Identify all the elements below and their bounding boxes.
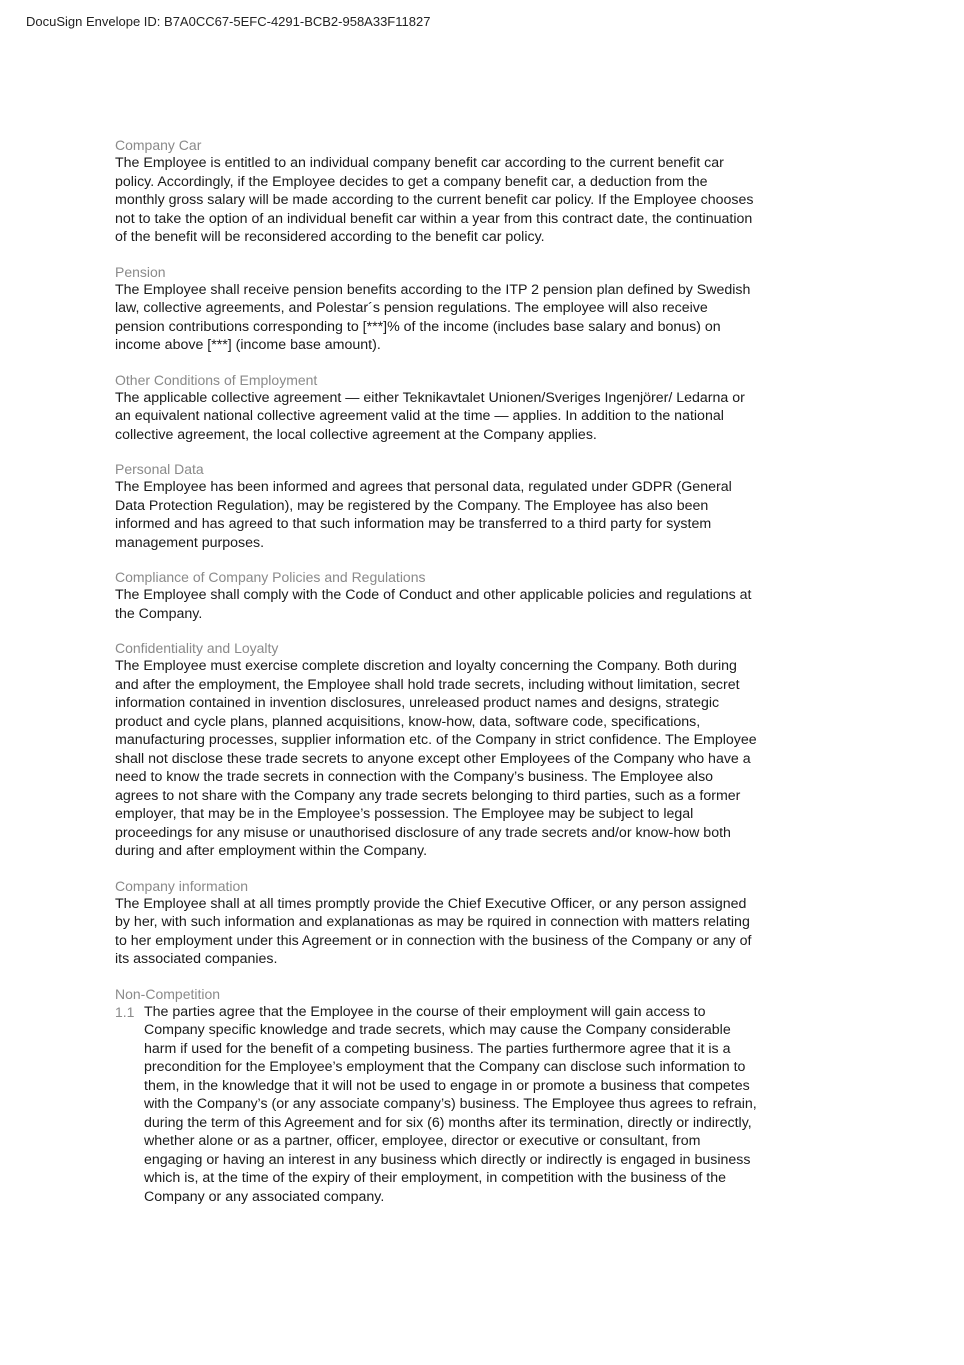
section-compliance xyxy=(115,568,760,623)
section-heading: Non-Competition xyxy=(115,985,221,1002)
section-heading: Personal Data xyxy=(115,461,204,477)
section-other-conditions xyxy=(115,371,760,445)
section-heading: Compliance of Company Policies and Regulations xyxy=(115,569,426,585)
section-paragraph: The Employee shall receive pension benefits according to the ITP 2 pension plan defined by Swedish law, collective agreements, and Polestar´s pension regulations. The employee will also receive pension contributions corresponding to [***]% of the income (includes base salary and bonus) on income above [***] (income base amount). xyxy=(115,281,751,353)
document-body xyxy=(115,136,760,1222)
section-heading: Confidentiality and Loyalty xyxy=(115,640,279,656)
section-heading: Pension xyxy=(115,263,166,280)
section-company-car xyxy=(115,136,760,247)
section-confidentiality xyxy=(115,639,760,861)
section-heading: Other Conditions of Employment xyxy=(115,371,318,388)
section-paragraph: The Employee must exercise complete discretion and loyalty concerning the Company. Both during and after the employment, the Employee shall hold trade secrets, including without limitation, secret information contained in invention disclosures, unreleased product names and designs, strategic product and cycle plans, planned acquisitions, know-how, data, software code, specifications, manufacturing processes, supplier information etc. of the Company in strict confidence. The Employee shall not disclose these trade secrets to anyone except other Employees of the Company who have a need to know the trade secrets in connection with the Company’s business. The Employee also agrees to not share with the Company any trade secrets belonging to third parties, such as a former employer, that may be in the Employee’s possession. The Employee may be subject to legal proceedings for any misuse or unauthorised disclosure of any trade secrets and/or know-how both during and after employment within the Company. xyxy=(115,658,757,859)
section-heading: Company information xyxy=(115,877,249,894)
section-paragraph: The Employee shall comply with the Code of Conduct and other applicable policies and regulations at the Company. xyxy=(115,587,752,622)
section-company-information xyxy=(115,877,760,969)
section-paragraph: The Employee has been informed and agrees that personal data, regulated under GDPR (General Data Protection Regulation), may be registered by the Company. The Employee has also been informed and has agreed to that such information may be transferred to a third party for system management purposes. xyxy=(115,479,732,551)
section-paragraph: The Employee is entitled to an individual company benefit car according to the current benefit car policy. Accordingly, if the Employee decides to get a company benefit car, a deduction from the monthly gross salary will be made according to the current benefit car policy. If the Employee chooses not to take the option of an individual benefit car within a year from this contract date, the continuation of the benefit will be reconsidered according to the benefit car policy. xyxy=(115,155,754,245)
section-personal-data xyxy=(115,460,760,552)
section-non-competition xyxy=(115,985,760,1207)
clause-paragraph: The parties agree that the Employee in the course of their employment will gain access to Company specific knowledge and trade secrets, which may cause the Company considerable harm if used for the benefit of a competing business. The parties furthermore agree that it is a precondition for the Employee’s employment that the Company can disclose such information to them, in the knowledge that it will not be used to engage in or promote a business that competes with the Company’s (or any associate company’s) business. The Employee thus agrees to refrain, during the term of this Agreement and for six (6) months after its termination, directly or indirectly, whether alone or as a partner, officer, employee, director or executive or consultant, from engaging or having an interest in any business which directly or indirectly is engaged in business which is, at the time of the expiry of their employment, in competition with the business of the Company or any associated company. xyxy=(144,1003,757,1205)
numbered-clause xyxy=(115,1003,760,1207)
section-paragraph: The Employee shall at all times promptly provide the Chief Executive Officer, or any person assigned by her, with such information and explanationas as may be rquired in connection with matters relating to her employment under this Agreement or in connection with the business of the Company or any of its associated companies. xyxy=(115,895,752,967)
section-paragraph: The applicable collective agreement — either Teknikavtalet Unionen/Sveriges Ingenjörer/ Ledarna or an equivalent national collective agreement valid at the time — applies. In addition to the national collective agreement, the local collective agreement at the Company applies. xyxy=(115,389,745,443)
section-pension xyxy=(115,263,760,355)
clause-number: 1.1 xyxy=(115,1003,135,1020)
docusign-envelope-id: DocuSign Envelope ID: B7A0CC67-5EFC-4291-BCB2-958A33F11827 xyxy=(26,14,431,29)
section-heading: Company Car xyxy=(115,137,202,153)
